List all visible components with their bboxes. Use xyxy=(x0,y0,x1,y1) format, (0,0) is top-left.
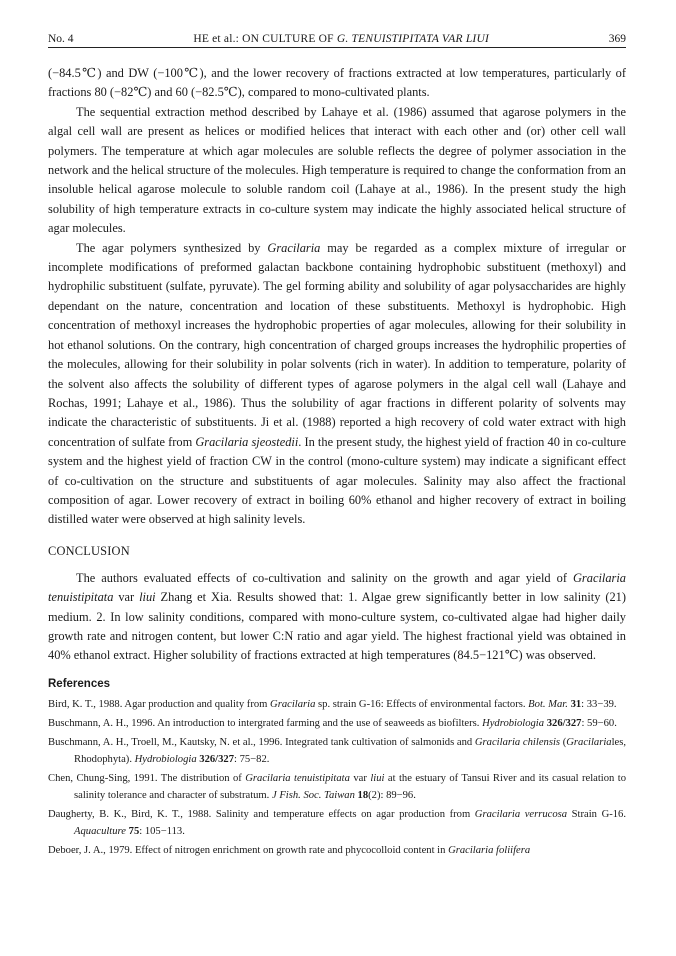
paragraph-sequential-extraction: The sequential extraction method described by Lahaye et al. (1986) assumed that agarose polymers in the algal cell wall are present as helices or modified helices that interact with each other and (or) other cell wall polymers. The temperature at which agar molecules are soluble reflects the degree of polymer association in the network and the helical structure of the molecules. High temperature is required to change the conformation from an insoluble helical agarose molecule to soluble random coil (Lahaye at al., 1986). In the present study the high solubility of high temperature extracts in co-culture system may indicate the highly associated helical structure of agar molecules. xyxy=(48,104,626,236)
paragraph-agar-polymers: The agar polymers synthesized by Gracilaria may be regarded as a complex mixture of irregular or incomplete modifications of preformed galactan backbone containing hydrophobic substituent (methoxyl) and hydrophilic substituent (sulfate, pyruvate). The gel forming ability and solubility of agar polysaccharides are highly dependant on the nature, concentration and location of these substituents. Methoxyl is hydrophobic. High concentration of methoxyl increases the hydrophobic properties of agar molecules, allowing for their solubility in hot ethanol solutions. On the contrary, high concentration of charged groups increases the hydrophilic properties of the molecules, allowing for their solubility in polar solvents (rich in water). In addition to temperature, polarity of the solvent also affects the solubility of different types of agarose polymers in the algal cell wall (Lahaye and Rochas, 1991; Lahaye et al., 1986). Thus the solubility of agar fractions in different polarity of solvents may indicate the characteristic of substituents. Ji et al. (1988) reported a high recovery of cold water extract with high concentration of sulfate from Gracilaria sjeostedii. In the present study, the highest yield of fraction 40 in co-culture system and the highest yield of fraction CW in the control (mono-culture system) may indicate a significant effect of co-cultivation on the structure and substituents of agar molecules. Salinity may also affect the fractional composition of agar. Lower recovery of extract in boiling 60% ethanol and higher recovery of extract in boiling distilled water were observed at high salinity levels. xyxy=(48,240,627,527)
page-number: 369 xyxy=(608,33,626,45)
paragraph-continuation: (−84.5℃) and DW (−100℃), and the lower recovery of fractions extracted at low temperatures, particularly of fractions 80 (−82℃) and 60 (−82.5℃), compared to mono-cultivated plants. xyxy=(48,66,626,100)
reference-item: Buschmann, A. H., 1996. An introduction to intergrated farming and the use of seaweeds as biofilters. Hydrobiologia 326/327: 59−60. xyxy=(48,717,617,729)
issue-number: No. 4 xyxy=(48,33,74,45)
conclusion-paragraph: The authors evaluated effects of co-cultivation and salinity on the growth and agar yield of Gracilaria tenuistipitata var liui Zhang et Xia. Results showed that: 1. Algae grew significantly better in low salinity (21) medium. 2. In low salinity conditions, compared with mono-culture system, co-cultivated algae had higher daily growth rate and nitrogen content, but lower C:N ratio and agar yield. The highest fractional yield was obtained in 40% ethanol extract. Higher solubility of fractions extracted at high temperatures (84.5−121℃) was observed. xyxy=(48,570,626,663)
article-body xyxy=(48,64,626,861)
reference-item: Chen, Chung-Sing, 1991. The distribution of Gracilaria tenuistipitata var liui at the estuary of Tansui River and its casual relation to salinity tolerance and character of substratum. J Fish. Soc. Taiwan 18(2): 89−96. xyxy=(48,772,626,801)
running-header xyxy=(48,27,626,45)
reference-list xyxy=(48,696,626,859)
reference-item: Daugherty, B. K., Bird, K. T., 1988. Salinity and temperature effects on agar production from Gracilaria verrucosa Strain G-16. Aquaculture 75: 105−113. xyxy=(48,808,626,837)
conclusion-heading: CONCLUSION xyxy=(48,543,130,558)
running-title: HE et al.: ON CULTURE OF G. TENUISTIPITATA VAR LIUI xyxy=(193,33,489,45)
header-rule xyxy=(48,47,626,48)
reference-item: Buschmann, A. H., Troell, M., Kautsky, N. et al., 1996. Integrated tank cultivation of salmonids and Gracilaria chilensis (Gracilariales, Rhodophyta). Hydrobiologia 326/327: 75−82. xyxy=(48,736,627,765)
references-heading: References xyxy=(48,677,111,690)
reference-item: Deboer, J. A., 1979. Effect of nitrogen enrichment on growth rate and phycocolloid content in Gracilaria foliifera xyxy=(48,844,531,856)
reference-item: Bird, K. T., 1988. Agar production and quality from Gracilaria sp. strain G-16: Effects of environmental factors. Bot. Mar. 31: 33−39. xyxy=(48,698,617,710)
